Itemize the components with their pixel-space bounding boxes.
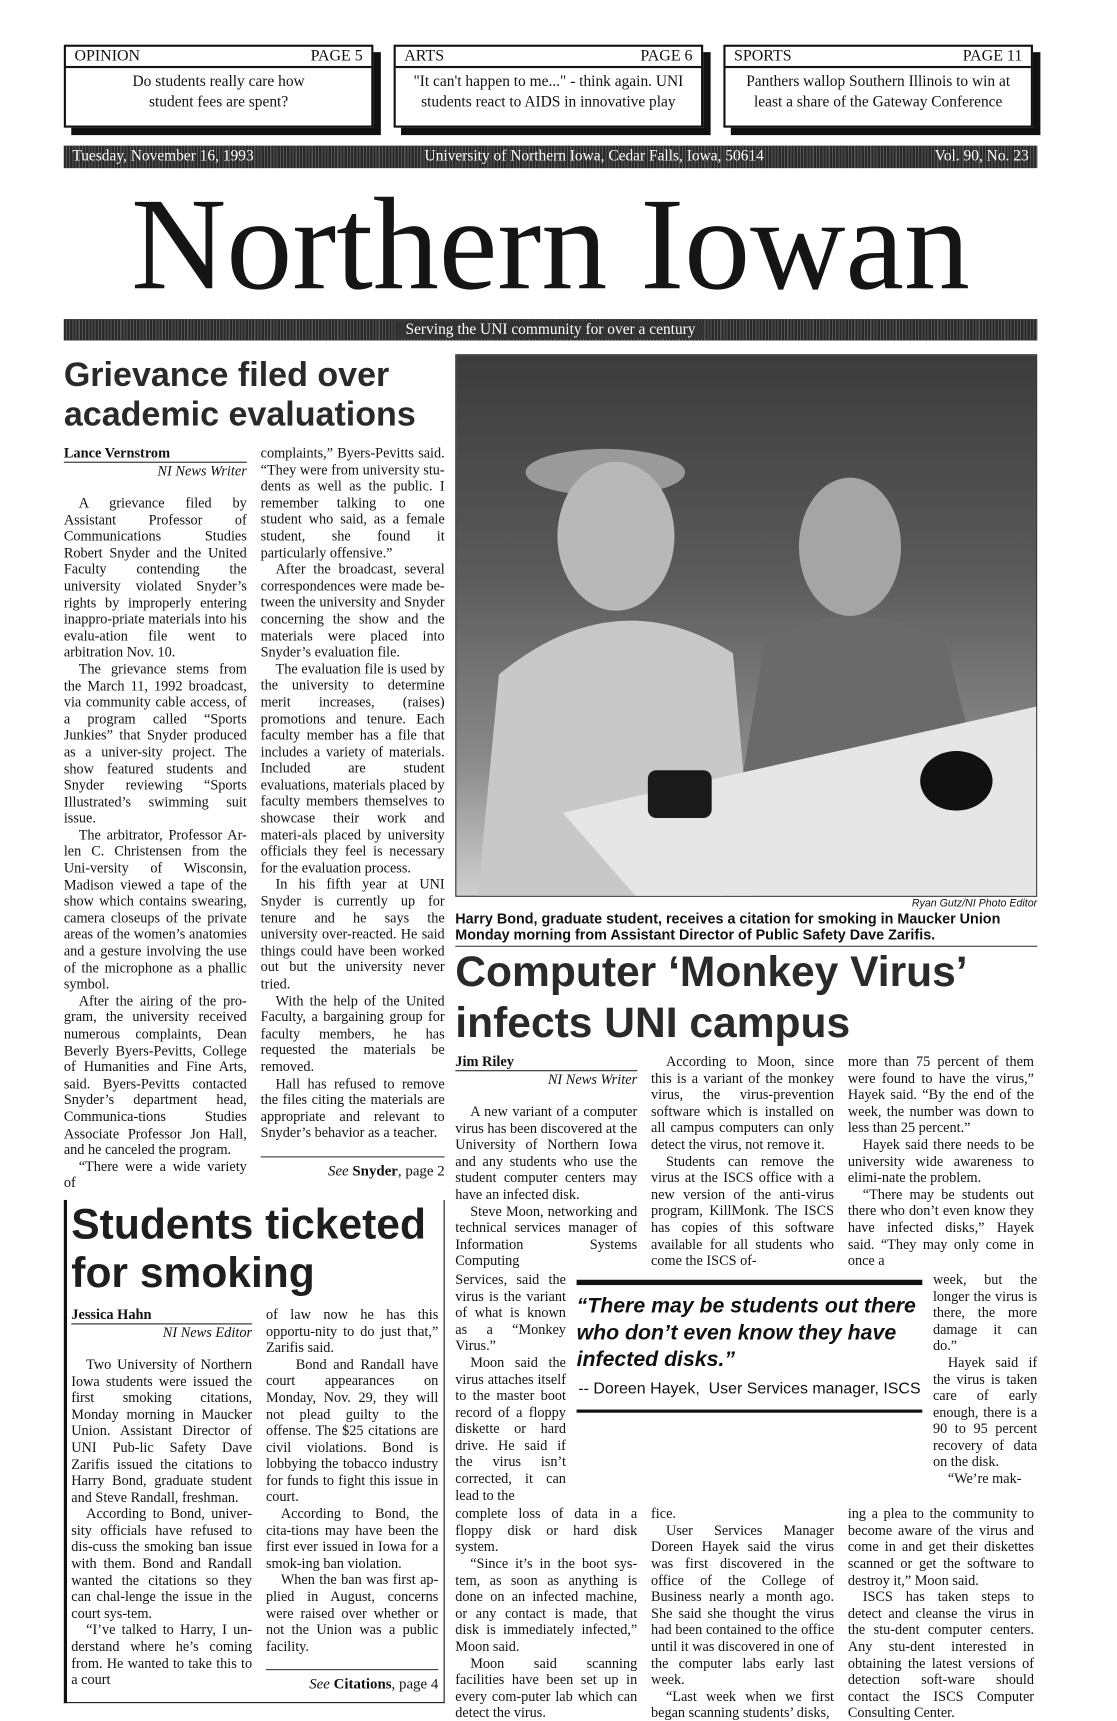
paragraph: “Since it’s in the boot sys-tem, as soon as anything is done on an infected machine, or any contact is made, that disk is immediately infected,” Moon said. — [455, 1555, 638, 1655]
right-column — [455, 354, 1037, 1721]
virus-column-2-cont — [651, 1506, 834, 1721]
smoking-byline — [71, 1306, 252, 1341]
grievance-headline: Grievance filed over academic evaluations — [63, 355, 416, 433]
photo-caption: Harry Bond, graduate student, receives a citation for smoking in Maucker Union Monday morning from Assistant Director of Public Safety Dave Zarifis. — [455, 910, 1001, 943]
paragraph: fice. — [651, 1505, 676, 1522]
volume-number: Vol. 90, No. 23 — [934, 147, 1029, 165]
smoking-article-box — [64, 1200, 445, 1704]
smoking-column-1-wrap — [71, 1306, 252, 1688]
virus-article-top — [455, 1053, 1037, 1269]
paragraph: Moon said the virus attaches itself to the master boot record of a floppy diskette or hard drive. He said if the virus isn’t corrected, it can lead to the — [455, 1354, 566, 1503]
masthead-title: Northern Iowan — [131, 171, 970, 318]
paragraph: A grievance filed by Assistant Professor of Communications Studies Robert Snyder and the United Faculty contending the university violated Snyder’s rights by improperly entering inappro-priate materials into his evalu-ation file went to arbitration Nov. 10. — [63, 494, 247, 660]
paragraph: Hayek said there needs to be university wide awareness to elimi-nate the problem. — [847, 1136, 1035, 1186]
jump-link-snyder[interactable] — [261, 1164, 445, 1181]
jump-page: , page 2 — [397, 1163, 445, 1180]
paragraph: Bond and Randall have court appearances on Monday, Nov. 29, they will not plead guilty to the offense. The $25 citations are civil violations. Bond is lobbying the tobacco industry for funds to fight this issue in court. — [265, 1356, 439, 1505]
grievance-article — [64, 445, 445, 1192]
teaser-page: PAGE 11 — [962, 47, 1023, 65]
issue-date: Tuesday, November 16, 1993 — [72, 147, 254, 165]
paragraph: After the airing of the pro-gram, the university received numerous complaints, Dean Beverly Byers-Pevitts, College of Humanities and Fine Arts, said. Byers-Pevitts contacted Snyder’s department head, Communica-tions Studies Associate Professor Jon Hall, and he canceled the program. — [63, 992, 247, 1158]
grievance-column-1 — [64, 495, 247, 1192]
virus-column-3 — [848, 1053, 1034, 1269]
author-name: Jessica Hahn — [71, 1306, 252, 1324]
author-name: Jim Riley — [455, 1053, 637, 1071]
headline-line: infects UNI campus — [455, 999, 851, 1047]
virus-byline — [455, 1053, 637, 1088]
paragraph: “There were a wide variety of — [63, 1158, 247, 1191]
paragraph: User Services Manager Doreen Hayek said the virus was first discovered in the office of the College of Business nearly a month ago. She said she thought the virus had been contained to the office until it was discovered in one of the computer labs early last week. — [651, 1522, 835, 1688]
pullquote-rule-bottom — [577, 1409, 923, 1412]
paragraph: “I’ve talked to Harry, I un-derstand where he’s coming from. He wanted to take this to a court — [71, 1621, 253, 1688]
paragraph: more than 75 percent of them were found to have the virus,” Hayek said. “By the end of the week, the number was down to less than 25 percent.” — [847, 1053, 1035, 1136]
virus-column-1-text — [455, 1103, 637, 1269]
paragraph: Students can remove the virus at the ISCS office with a new version of the anti-virus program, KillMonk. The ISCS has copies of this software available for all students who come the ISCS of- — [651, 1152, 835, 1269]
divider — [261, 1156, 445, 1157]
teaser-text: Panthers wallop Southern Illinois to win at least a share of the Gateway Conference — [746, 73, 1011, 111]
headline-line: for smoking — [71, 1249, 315, 1297]
paragraph: A new variant of a computer virus has been discovered at the University of Northern Iowa and any students who use the student computer centers may have an infected disk. — [455, 1103, 638, 1203]
grievance-column-2 — [261, 445, 445, 1142]
photo-credit: Ryan Gutz/NI Photo Editor — [911, 897, 1038, 910]
see-word: See — [309, 1676, 330, 1693]
photo-illustration — [456, 355, 1037, 896]
dateline-bar — [64, 146, 1037, 168]
paragraph: With the help of the United Faculty, a bargaining group for faculty members, he has requested the materials be removed. — [260, 992, 445, 1075]
paragraph: The arbitrator, Professor Ar-len C. Christensen from the Uni-versity of Wisconsin, Madison viewed a tape of the show which contains swearing, camera closeups of the private areas of the women’s anatomies and a gesture involving the use of the microphone as a phallic symbol. — [63, 826, 247, 992]
grievance-byline — [64, 445, 247, 480]
paragraph: Hayek said if the virus is taken care of early enough, there is a 90 to 95 percent recovery of data on the disk. — [932, 1354, 1038, 1470]
smoking-column-1 — [71, 1356, 252, 1688]
headline-line: Students ticketed — [71, 1200, 426, 1248]
virus-headline — [455, 947, 1037, 1049]
jump-target: Snyder — [352, 1163, 398, 1180]
paragraph: The grievance stems from the March 11, 1992 broadcast, via community cable access, of a program called “Sports Junkies” that Snyder produced as a univer-sity project. The show featured students and Snyder reviewing “Sports Illustrated’s swimming suit issue. — [63, 660, 247, 826]
paragraph: “We’re mak- — [947, 1470, 1022, 1487]
jump-page: , page 4 — [391, 1676, 439, 1693]
virus-article-middle — [455, 1271, 1037, 1503]
virus-column-1-cont — [455, 1506, 637, 1721]
paragraph: Steve Moon, networking and technical services manager of Information Systems Computing — [455, 1202, 638, 1269]
smoking-column-2 — [266, 1306, 438, 1654]
pullquote: “There may be students out there who don’t even know they have infected disks.” — [576, 1294, 916, 1372]
teaser-section: SPORTS — [734, 47, 792, 65]
jump-link-citations[interactable] — [266, 1677, 438, 1694]
paragraph: of law now he has this opportu-nity to do just that,” Zarifis said. — [265, 1306, 439, 1356]
news-photo — [455, 354, 1037, 897]
paragraph: week, but the longer the virus is there, the more damage it can do.” — [932, 1271, 1038, 1354]
paragraph: After the broadcast, several correspondences were made be-tween the university and Snyder concerning the show and the materials were placed into Snyder’s evaluation file. — [260, 560, 445, 660]
teaser-page: PAGE 6 — [640, 47, 693, 65]
author-role: NI News Writer — [547, 1071, 638, 1088]
left-column — [64, 355, 445, 1703]
tagline-bar — [64, 319, 1037, 340]
virus-article-bottom — [455, 1506, 1037, 1721]
paragraph: ing a plea to the community to become aware of the virus and come in and get their diskettes scanned or get the software to destroy it,” Moon said. — [847, 1505, 1035, 1588]
paragraph: The evaluation file is used by the university to determine merit increases, (raises) promotions and tenure. Each faculty member has a file that includes a variety of materials. Included are student evaluations, materials placed by faculty members themselves to showcase their work and materi-als placed by university officials they feel is necessary for the evaluation process. — [260, 660, 445, 876]
grievance-column-2-wrap — [261, 445, 445, 1181]
paragraph: Two University of Northern Iowa students were issued the first smoking citations, Monday morning in Maucker Union. Assistant Director of UNI Pub-lic Safety Dave Zarifis issued the citations to Harry Bond, graduate student and Steve Randall, freshman. — [71, 1356, 253, 1505]
author-role: NI News Writer — [157, 462, 247, 479]
paragraph: “Last week when we first began scanning students’ disks, — [651, 1688, 835, 1721]
virus-column-3-cont — [848, 1506, 1034, 1721]
see-word: See — [327, 1163, 349, 1180]
publication-place: University of Northern Iowa, Cedar Falls, Iowa, 50614 — [424, 147, 764, 165]
smoking-article — [71, 1306, 437, 1694]
jump-target: Citations — [333, 1676, 392, 1693]
paragraph: According to Bond, the cita-tions may have been the first ever issued in Iowa for a smok-ing ban violation. — [265, 1505, 439, 1572]
virus-column-3-wrap — [933, 1271, 1037, 1487]
smoking-column-2-wrap — [266, 1306, 438, 1694]
headline-line: Computer ‘Monkey Virus’ — [455, 948, 968, 996]
divider — [266, 1670, 438, 1671]
smoking-headline — [71, 1200, 437, 1298]
paragraph: “There may be students out there who don’t even know they have infected disks,” Hayek said. “They may only come in once a — [847, 1185, 1035, 1269]
author-role: NI News Editor — [162, 1324, 253, 1341]
pullquote-rule-top — [577, 1280, 923, 1285]
virus-column-1 — [455, 1053, 637, 1269]
teaser-section: OPINION — [74, 47, 141, 65]
paragraph: ISCS has taken steps to detect and cleanse the virus in the stu-dent computer centers. Any stu-dent interested in obtaining the latest versions of detection soft-ware should contact the ISCS Computer Consulting Center. — [847, 1588, 1035, 1721]
paragraph: Moon said scanning facilities have been set up in every com-puter lab which can detect the virus. — [455, 1654, 638, 1721]
pullquote-box — [577, 1271, 923, 1412]
paragraph: complaints,” Byers-Pevitts said. “They were from university stu-dents as well as the public. I remember talking to one student who said, as a female student, she found it particularly offensive.” — [260, 444, 445, 561]
virus-column-2 — [651, 1053, 834, 1269]
virus-column-1-wrap — [455, 1271, 566, 1503]
teaser-arts[interactable] — [394, 45, 704, 128]
tagline: Serving the UNI community for over a century — [397, 321, 704, 338]
paragraph: In his fifth year at UNI Snyder is currently up for tenure and he says the university over-reacted. He said things could have been worked out but the university never tried. — [260, 875, 445, 992]
paragraph: According to Bond, univer-sity officials have refused to dis-cuss the smoking ban issue with them. Bond and Randall wanted the citations so they can chal-lenge the issue in the court sys-tem. — [71, 1505, 253, 1622]
author-name: Lance Vernstrom — [64, 445, 247, 463]
paragraph: Services, said the virus is the variant of what is known as a “Monkey Virus.” — [455, 1271, 566, 1354]
paragraph: complete loss of data in a floppy disk or hard disk system. — [455, 1505, 638, 1555]
pullquote-attribution: -- Doreen Hayek, User Services manager, ISCS — [578, 1379, 921, 1398]
paragraph: According to Moon, since this is a variant of the monkey virus, the virus-prevention software which is installed on all campus computers can only detect the virus, not remove it. — [651, 1053, 835, 1153]
teaser-text: "It can't happen to me..." - think again. UNI students react to AIDS in innovative play — [413, 73, 684, 111]
teaser-opinion[interactable] — [64, 45, 374, 128]
teaser-section: ARTS — [404, 47, 445, 65]
paragraph: Hall has refused to remove the files citing the materials are appropriate and relevant to Snyder’s behavior as a teacher. — [260, 1075, 445, 1141]
grievance-column-1-wrap — [64, 445, 247, 1192]
paragraph: When the ban was first ap-plied in August, concerns were raised over whether or not the Union was a public facility. — [265, 1571, 439, 1655]
teaser-page: PAGE 5 — [310, 47, 363, 65]
teaser-text: Do students really care how student fees are spent? — [132, 73, 305, 111]
teaser-sports[interactable] — [723, 45, 1033, 128]
